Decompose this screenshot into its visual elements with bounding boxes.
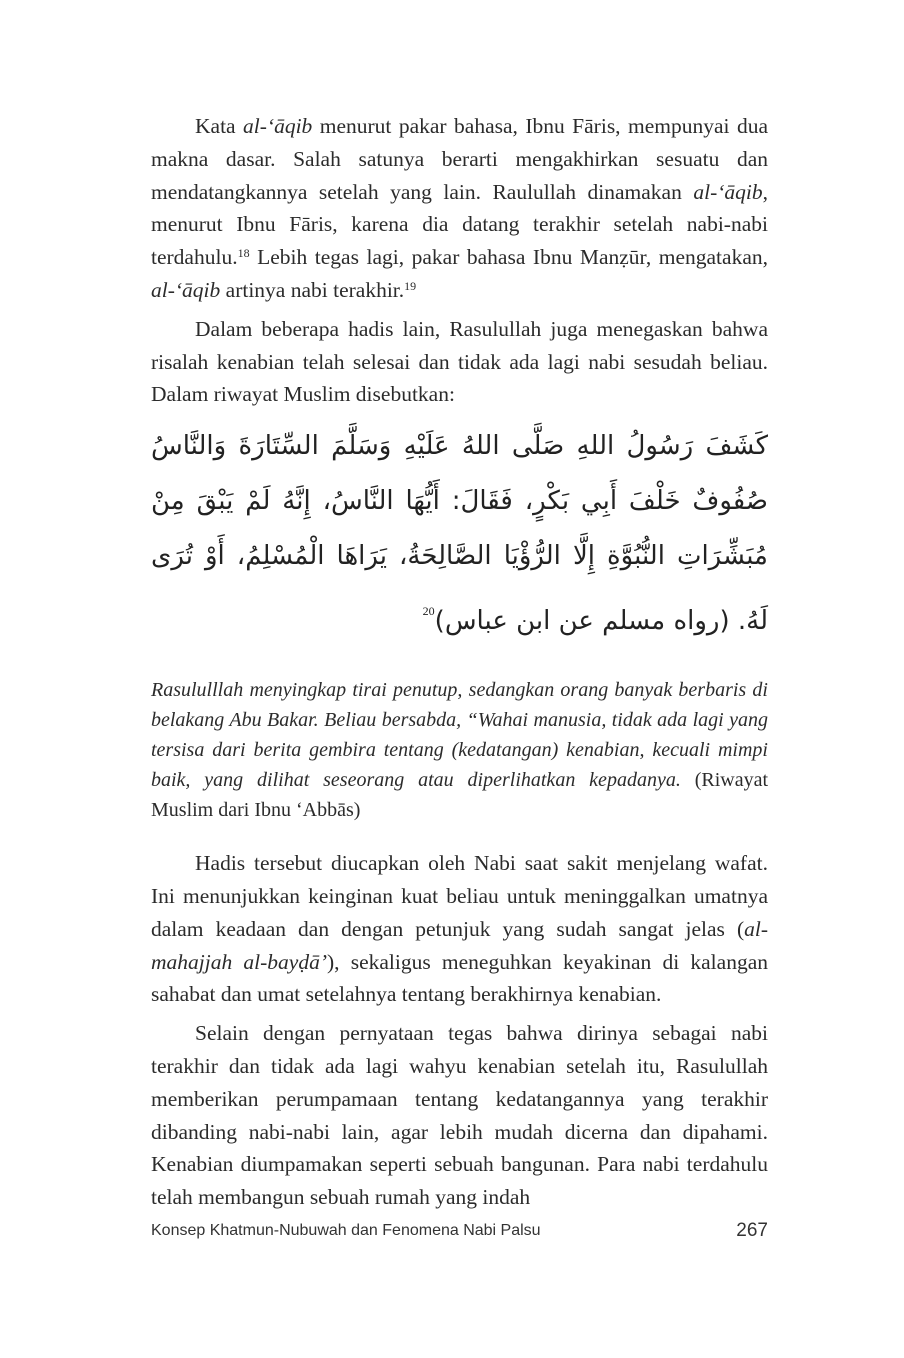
arabic-term: al-‘āqib bbox=[151, 277, 221, 302]
running-footer-title: Konsep Khatmun-Nubuwah dan Fenomena Nabi Palsu bbox=[151, 1222, 541, 1239]
footnote-ref[interactable]: 19 bbox=[404, 278, 417, 293]
text-run: ), sekaligus meneguhkan keyakinan di kalangan sahabat dan umat setelahnya tentang berakhirnya kenabian. bbox=[151, 949, 768, 1007]
arabic-term: al-‘āqib bbox=[693, 179, 763, 204]
page-body bbox=[151, 110, 768, 1214]
paragraph-2: Dalam beberapa hadis lain, Rasulullah juga menegaskan bahwa risalah kenabian telah selesai dan tidak ada lagi nabi sesudah beliau. Dalam riwayat Muslim disebutkan: bbox=[151, 316, 768, 407]
hadith-text: كَشَفَ رَسُولُ اللهِ صَلَّى اللهُ عَلَيْهِ وَسَلَّمَ السِّتَارَةَ وَالنَّاسُ صُفُوفٌ خَلْفَ أَبِي بَكْرٍ، فَقَالَ: أَيُّهَا النَّاسُ، إِنَّهُ لَمْ يَبْقَ مِنْ مُبَشِّرَاتِ النُّبُوَّةِ إِلَّا الرُّؤْيَا الصَّالِحَةُ، يَرَاهَا الْمُسْلِمُ، أَوْ تُرَى لَهُ. bbox=[151, 431, 768, 637]
text-run: Kata bbox=[195, 114, 244, 138]
paragraph-1 bbox=[151, 110, 768, 307]
arabic-hadith bbox=[151, 419, 768, 649]
arabic-term: al-‘āqib bbox=[243, 114, 313, 138]
paragraph-3 bbox=[151, 847, 768, 1011]
text-run: Lebih tegas lagi, pakar bahasa Ibnu Manẓūr, mengatakan, bbox=[249, 245, 768, 270]
translation-text: Rasululllah menyingkap tirai penutup, sedangkan orang banyak berbaris di belakang Abu Bakar. Beliau bersabda, “Wahai manusia, tidak ada lagi yang tersisa dari berita gembira tentang (kedatangan) kenabian, kecuali mimpi baik, yang dilihat seseorang atau diperlihatkan kepadanya. bbox=[151, 679, 768, 792]
footnote-ref[interactable]: 20 bbox=[422, 604, 435, 619]
arabic-term: al-mahajjah al-bayḍā’ bbox=[151, 916, 768, 974]
text-run: artinya nabi terakhir. bbox=[220, 277, 405, 302]
paragraph-4: Selain dengan pernyataan tegas bahwa dirinya sebagai nabi terakhir dan tidak ada lagi wahyu kenabian setelah itu, Rasulullah memberikan perumpamaan tentang kedatangannya yang terakhir dibanding nabi-nabi lain, agar lebih mudah dicerna dan dipahami. Kenabian diumpamakan seperti sebuah bangunan. Para nabi terdahulu telah membangun sebuah rumah yang indah bbox=[151, 1021, 768, 1210]
translation-source: (Riwayat Muslim dari Ibnu ‘Abbās) bbox=[151, 769, 769, 822]
page-number: 267 bbox=[736, 1220, 768, 1241]
text-run: , menurut Ibnu Fāris, karena dia datang terakhir setelah nabi-nabi terdahulu. bbox=[151, 179, 768, 270]
hadith-source: (رواه مسلم عن ابن عباس) bbox=[434, 606, 730, 637]
text-run: menurut pakar bahasa, Ibnu Fāris, mempunyai dua makna dasar. Salah satunya berarti mengakhirkan sesuatu dan mendatangkannya setelah yang lain. Raulullah dinamakan bbox=[151, 114, 768, 204]
hadith-translation bbox=[151, 675, 768, 825]
page-footer bbox=[151, 1222, 768, 1246]
text-run: Hadis tersebut diucapkan oleh Nabi saat sakit menjelang wafat. Ini menunjukkan keinginan kuat beliau untuk meninggalkan umatnya dalam keadaan dan dengan petunjuk yang sudah sangat jelas ( bbox=[151, 851, 768, 941]
footnote-ref[interactable]: 18 bbox=[237, 246, 250, 261]
